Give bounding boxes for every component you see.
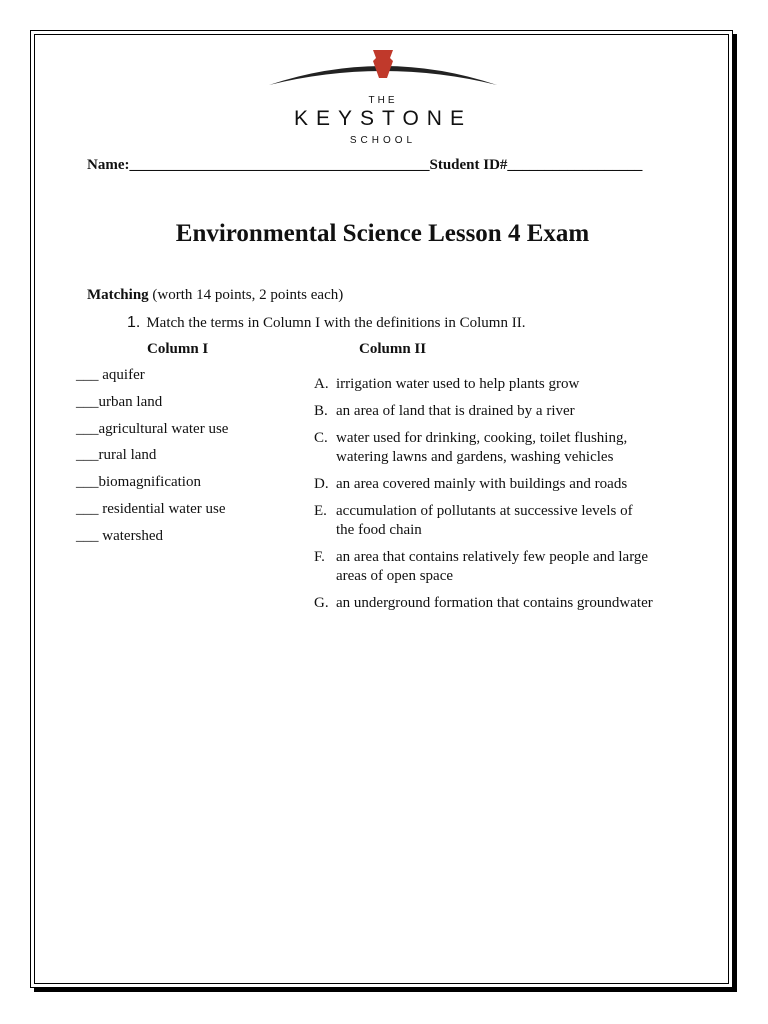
definition-text: an underground formation that contains groundwater: [336, 595, 653, 611]
definition-letter: G.: [314, 595, 329, 611]
definition-text: accumulation of pollutants at successive levels of the food chain: [336, 503, 633, 538]
term-aquifer[interactable]: ___ aquifer: [76, 367, 145, 383]
definition-letter: F.: [314, 549, 325, 565]
definition-letter: A.: [314, 376, 329, 392]
question-text: Match the terms in Column I with the definitions in Column II.: [146, 315, 526, 331]
column-2-heading: Column II: [359, 341, 427, 357]
definition-letter: D.: [314, 476, 329, 492]
definition-text: an area that contains relatively few people and large areas of open space: [336, 549, 649, 584]
matching-points-note: (worth 14 points, 2 points each): [148, 287, 344, 303]
keystone-logo-icon: [267, 47, 499, 95]
school-logo: [267, 47, 499, 146]
logo-school-name: KEYSTONE: [294, 107, 472, 130]
definition-text: an area of land that is drained by a river: [336, 403, 575, 419]
definition-text: water used for drinking, cooking, toilet flushing, watering lawns and gardens, washing vehicles: [336, 430, 628, 465]
question-number: 1.: [127, 314, 141, 331]
term-urban-land[interactable]: ___urban land: [76, 394, 163, 410]
matching-label: Matching: [87, 287, 149, 303]
matching-section-heading: [87, 287, 343, 304]
definition-g: [314, 594, 654, 613]
exam-title: Environmental Science Lesson 4 Exam: [175, 220, 590, 247]
term-rural-land[interactable]: ___rural land: [76, 447, 157, 463]
term-residential-water-use[interactable]: ___ residential water use: [76, 501, 226, 517]
definition-letter: B.: [314, 403, 328, 419]
definition-a: [314, 375, 654, 394]
term-biomagnification[interactable]: ___biomagnification: [76, 474, 201, 490]
definition-d: [314, 475, 654, 494]
question-1: [127, 314, 525, 332]
exam-page: [30, 30, 733, 988]
definition-letter: C.: [314, 430, 328, 446]
definition-e: [314, 502, 654, 540]
name-student-id-line: Name:________________________________________Student ID#__________________: [87, 157, 643, 173]
definition-letter: E.: [314, 503, 327, 519]
definition-f: [314, 548, 654, 586]
definition-text: irrigation water used to help plants grow: [336, 376, 580, 392]
definitions-list: [314, 375, 654, 621]
term-watershed[interactable]: ___ watershed: [76, 528, 164, 544]
column-1-heading: Column I: [147, 341, 209, 357]
definition-text: an area covered mainly with buildings and roads: [336, 476, 628, 492]
definition-c: [314, 429, 654, 467]
term-agricultural-water-use[interactable]: ___agricultural water use: [76, 421, 229, 437]
definition-b: [314, 402, 654, 421]
logo-school-text: SCHOOL: [349, 135, 417, 146]
logo-the-text: THE: [368, 95, 398, 106]
